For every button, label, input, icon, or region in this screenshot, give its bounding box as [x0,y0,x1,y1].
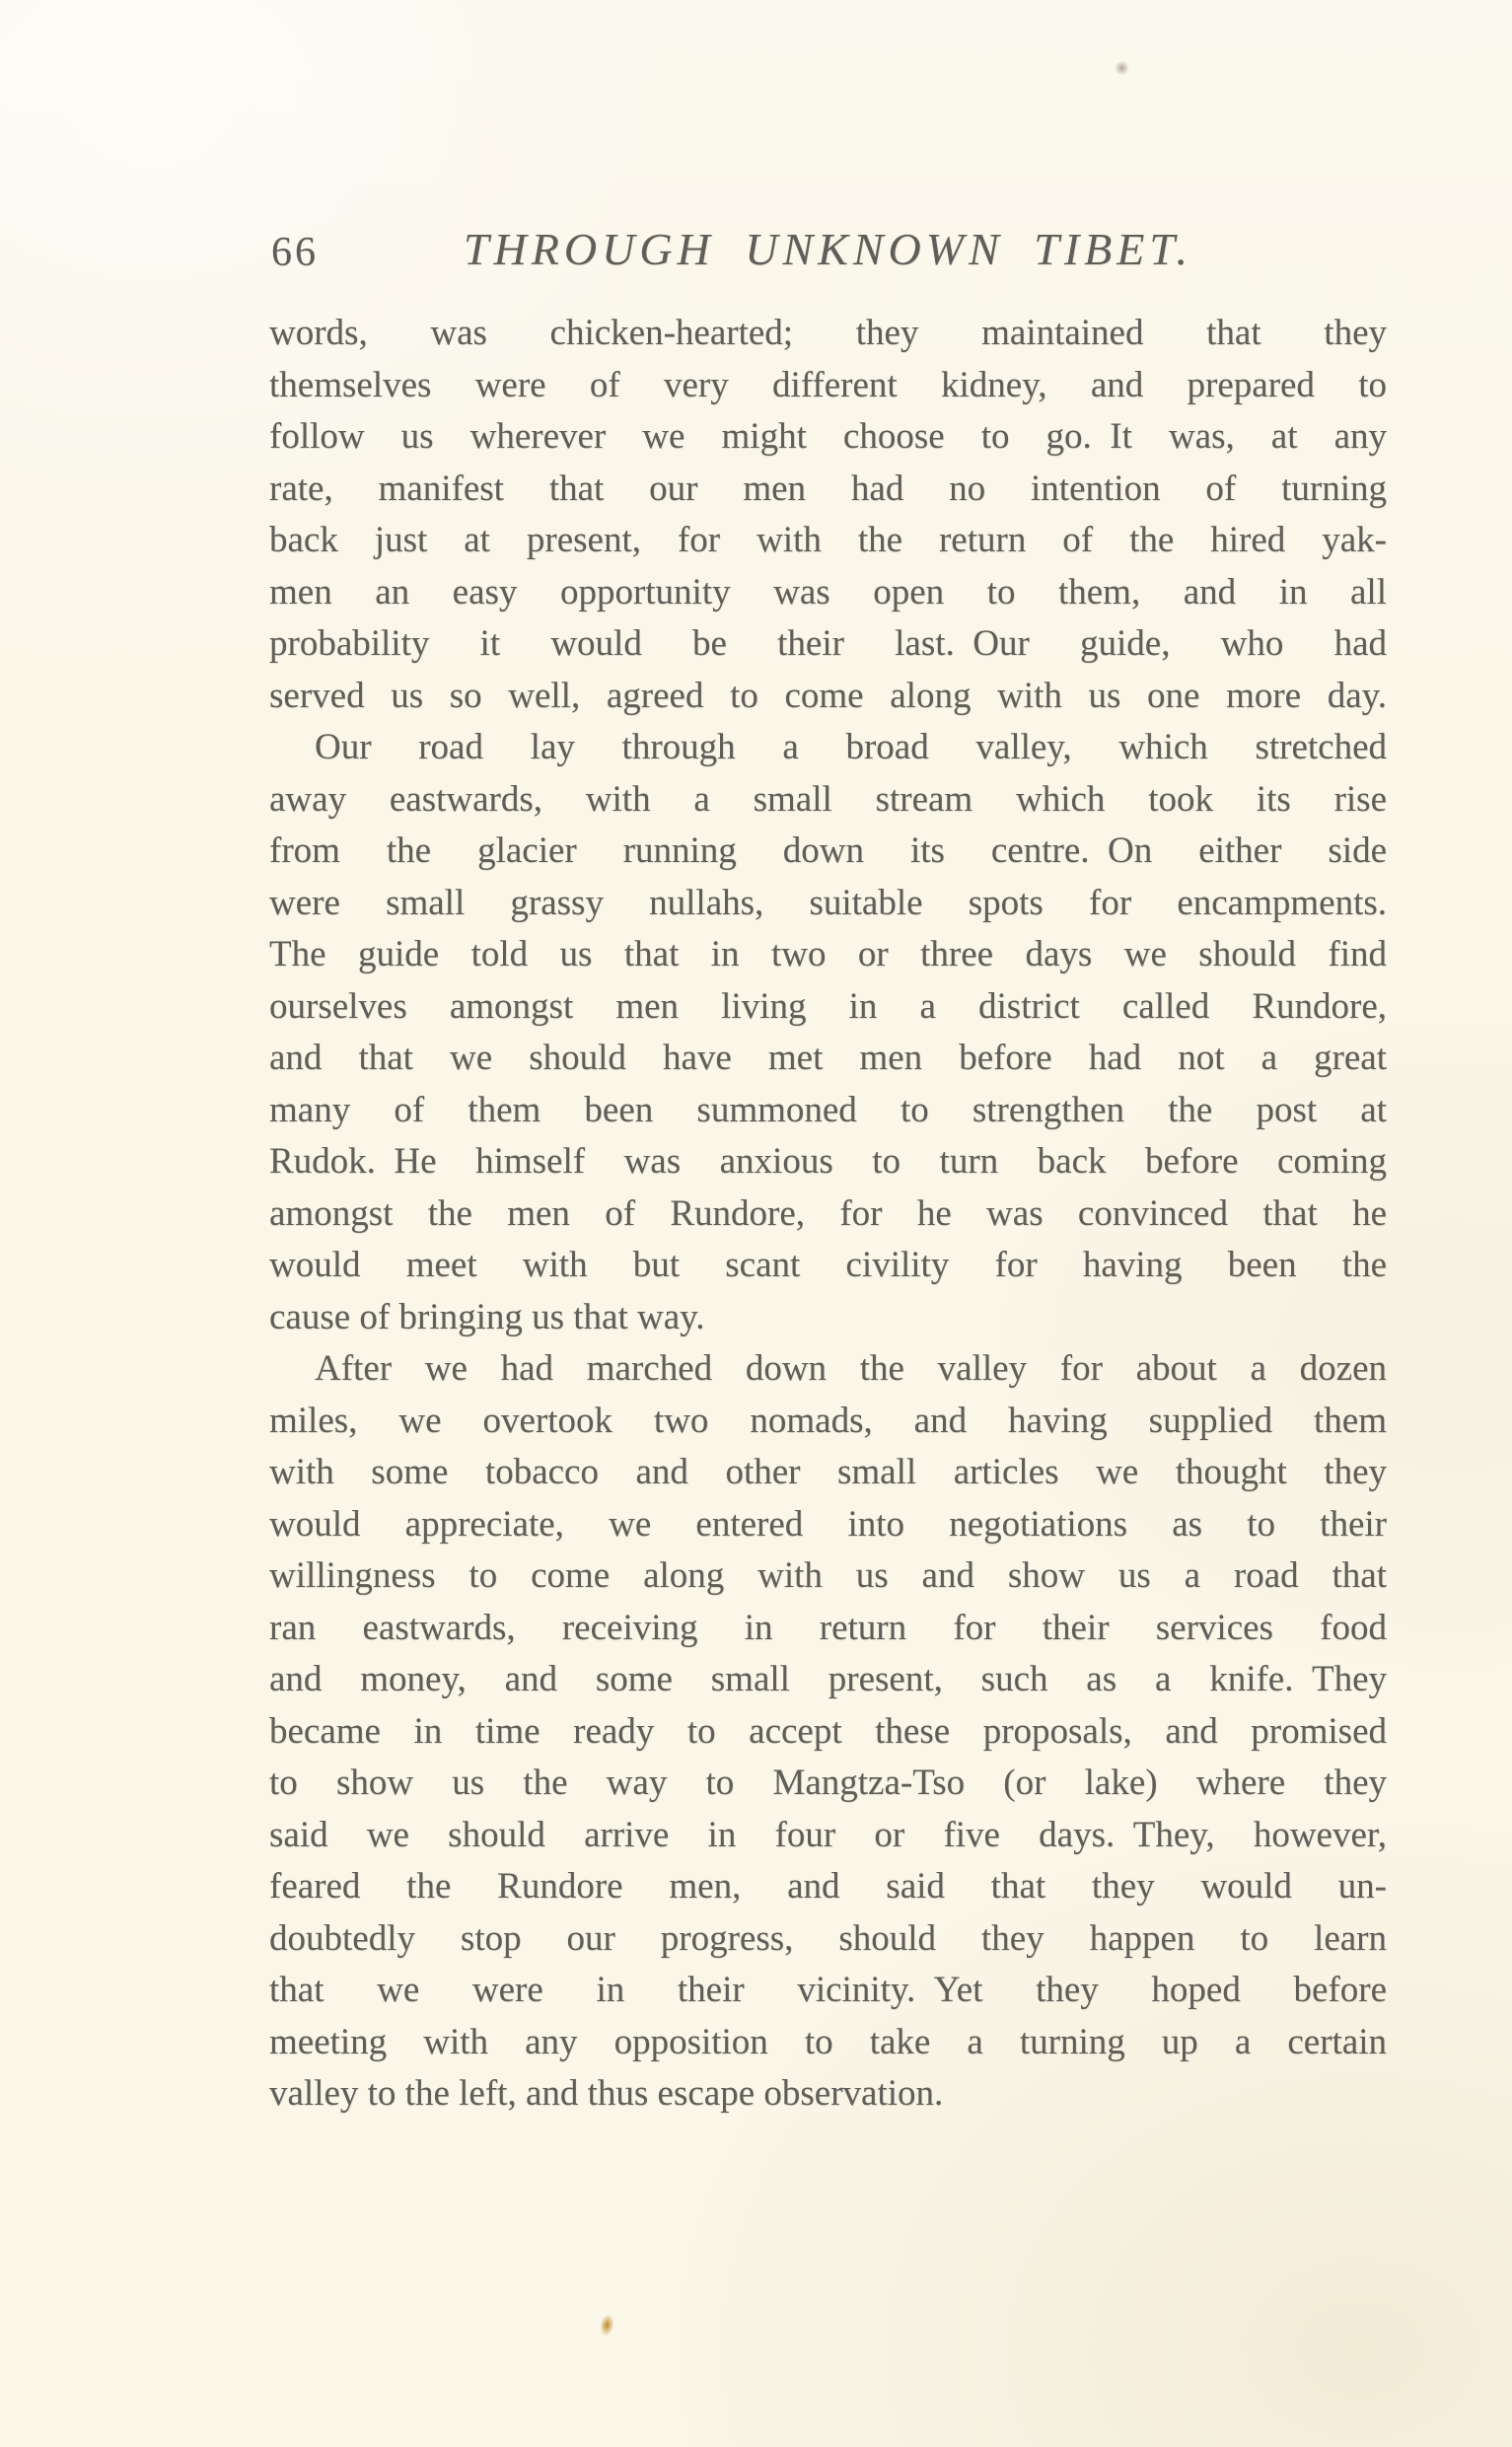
text-line: themselves were of very different kidney, and prepared to [269,364,1387,405]
text-line: that we were in their vicinity. Yet they hoped before [269,1970,1387,2010]
text-line: would meet with but scant civility for having been the [269,1245,1387,1285]
text-line: cause of bringing us that way. [269,1296,705,1337]
text-line: probability it would be their last. Our guide, who had [269,623,1387,664]
text-line: meeting with any opposition to take a turning up a certain [269,2021,1387,2062]
text-line: and that we should have met men before had not a great [269,1038,1387,1078]
paragraph [269,308,1387,722]
text-line: follow us wherever we might choose to go. It was, at any [269,416,1387,457]
page-header [269,223,1387,275]
text-line: and money, and some small present, such as a knife. They [269,1659,1387,1699]
text-line: amongst the men of Rundore, for he was convinced that he [269,1192,1387,1234]
text-line: words, was chicken-hearted; they maintained that they [269,313,1387,353]
text-line: served us so well, agreed to come along with us one more day. [269,675,1387,716]
text-line: Our road lay through a broad valley, which stretched [315,727,1387,767]
text-line: away eastwards, with a small stream which took its rise [269,778,1387,820]
text-line: would appreciate, we entered into negotiations as to their [269,1503,1387,1545]
paragraph [269,1343,1387,2121]
page-number: 66 [271,230,319,275]
text-line: ourselves amongst men living in a district called Rundore, [269,985,1387,1027]
text-line: to show us the way to Mangtza-Tso (or lake) where they [269,1763,1387,1803]
text-line: willingness to come along with us and show us a road that [269,1555,1387,1596]
scan-speck-gray [1115,61,1129,75]
text-line: from the glacier running down its centre. On either side [269,830,1387,871]
text-line: rate, manifest that our men had no intention of turning [269,468,1387,509]
text-line: were small grassy nullahs, suitable spots for encampments. [269,882,1387,923]
text-line: feared the Rundore men, and said that they would un- [269,1866,1387,1907]
paragraph [269,722,1387,1343]
text-line: Rudok. He himself was anxious to turn back before coming [269,1141,1387,1182]
text-line: many of them been summoned to strengthen the post at [269,1089,1387,1130]
text-line: miles, we overtook two nomads, and having supplied them [269,1400,1387,1441]
text-line: valley to the left, and thus escape observation. [269,2073,944,2114]
running-title: THROUGH UNKNOWN TIBET. [463,224,1193,274]
scan-speck-amber [599,2314,614,2337]
text-line: men an easy opportunity was open to them, and in all [269,571,1387,612]
page-text [269,308,1387,2121]
text-line: doubtedly stop our progress, should they happen to learn [269,1917,1387,1959]
text-line: ran eastwards, receiving in return for their services food [269,1607,1387,1648]
text-line: After we had marched down the valley for about a dozen [315,1348,1387,1389]
text-line: with some tobacco and other small articles we thought they [269,1452,1387,1492]
text-line: became in time ready to accept these proposals, and promised [269,1710,1387,1752]
text-line: said we should arrive in four or five days. They, however, [269,1814,1387,1855]
text-line: The guide told us that in two or three days we should find [269,934,1387,974]
text-line: back just at present, for with the return of the hired yak- [269,520,1387,560]
